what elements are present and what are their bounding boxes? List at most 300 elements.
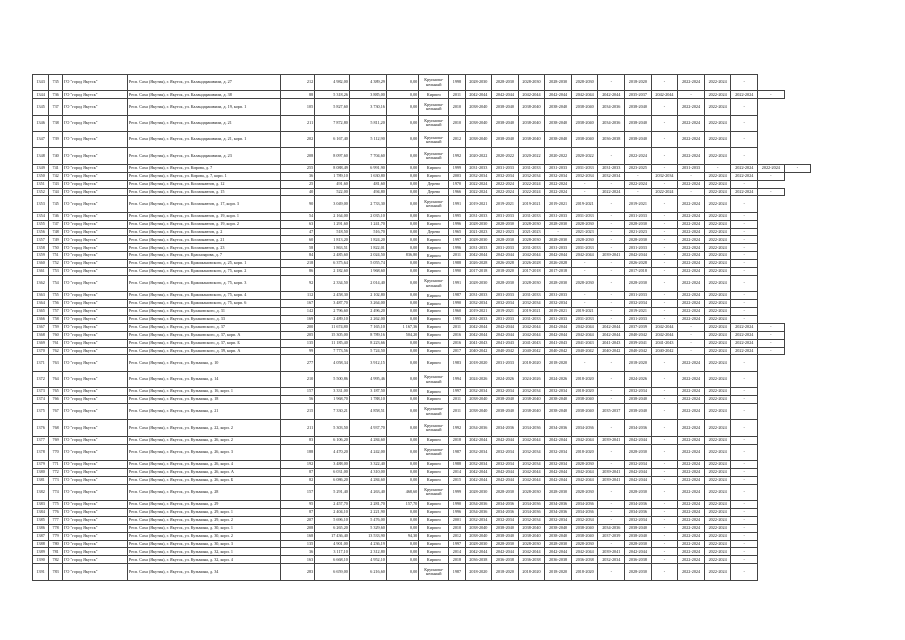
table-cell: 1 968,60 <box>349 268 386 276</box>
table-cell: 2032-2034 <box>518 516 545 524</box>
table-cell: 1997 <box>449 388 465 396</box>
table-cell: 0,00 <box>386 396 418 404</box>
table-cell: 2021-2023 <box>571 228 598 236</box>
table-cell: Респ. Саха (Якутия), г. Якутск, ул. Кузьмина, д. 32, корп. 1 <box>127 548 280 556</box>
table-cell: 2 035,10 <box>349 212 386 220</box>
table-cell: - <box>784 164 811 172</box>
table-row <box>33 404 882 420</box>
table-cell: - <box>731 468 758 476</box>
table-cell: Респ. Саха (Якутия), г. Якутск, ул. Кулаковского, д. 31 <box>127 308 280 316</box>
table-cell: 2031-2033 <box>465 292 492 300</box>
table-cell: 771 <box>49 461 63 469</box>
table-cell: 1990 <box>449 268 465 276</box>
table-cell: 2028-2030 <box>465 220 492 228</box>
table-cell: ГО "город Якутск" <box>63 244 128 252</box>
table-cell: 2031-2033 <box>678 164 705 172</box>
table-cell: 5 724,50 <box>349 347 386 355</box>
table-cell: 5 329,60 <box>349 524 386 532</box>
table-cell: - <box>651 420 678 436</box>
table-cell: - <box>731 532 758 540</box>
table-cell: 2039-2041 <box>598 252 625 260</box>
table-cell: 1352 <box>33 188 49 196</box>
table-cell: 2028-2030 <box>545 236 572 244</box>
table-cell: Респ. Саха (Якутия), г. Якутск, ул. Кузьмина, д. 26, корп. 4 <box>127 461 280 469</box>
table-cell: 2022-2024 <box>704 436 731 444</box>
table-cell: 2032-2034 <box>465 516 492 524</box>
table-cell: 2 024,50 <box>349 252 386 260</box>
table-cell: Кирпич <box>419 396 449 404</box>
table-cell: Респ. Саха (Якутия), г. Якутск, ул. Кулаковского, д. 37, корп. А <box>127 331 280 339</box>
table-cell: ГО "город Якутск" <box>63 355 128 371</box>
table-cell: 2028-2030 <box>465 75 492 91</box>
table-cell: 2019-2021 <box>625 196 652 212</box>
table-cell: ГО "город Якутск" <box>63 292 128 300</box>
table-cell: - <box>651 524 678 532</box>
table-cell: 2038-2040 <box>625 115 652 131</box>
table-cell: Кирпич <box>419 388 449 396</box>
table-cell: 2011 <box>449 323 465 331</box>
table-cell: 2028-2030 <box>492 236 519 244</box>
table-row <box>33 196 882 212</box>
table-cell: 2032-2034 <box>518 300 545 308</box>
table-cell: 2022-2024 <box>678 292 705 300</box>
table-cell: 750 <box>49 244 63 252</box>
table-cell: 2042-2044 <box>492 548 519 556</box>
table-cell: 2024-2026 <box>545 371 572 387</box>
table-cell: 1384 <box>33 509 49 517</box>
table-cell: Кирпич <box>419 347 449 355</box>
table-cell: 2040-2042 <box>625 347 652 355</box>
table-cell: 2031-2033 <box>492 355 519 371</box>
table-cell: 0,00 <box>386 540 418 548</box>
table-row <box>33 548 882 556</box>
table-cell: 2042-2044 <box>598 91 625 99</box>
table-cell: 1998 <box>449 75 465 91</box>
table-cell: Респ. Саха (Якутия), г. Якутск, ул. Кирова, д. 7 <box>127 164 280 172</box>
table-cell: 2038-2040 <box>492 532 519 540</box>
table-cell: 1385 <box>33 516 49 524</box>
table-cell: 2022-2024 <box>731 323 758 331</box>
table-cell: 2028-2030 <box>625 236 652 244</box>
table-cell: - <box>731 300 758 308</box>
table-cell: 2022-2024 <box>598 188 625 196</box>
table-cell: 2022-2024 <box>704 275 731 291</box>
table-cell: 2 485,60 <box>315 252 350 260</box>
table-cell: Респ. Саха (Якутия), г. Якутск, ул. Каландарашвили, д. 19, корп. 1 <box>127 99 280 115</box>
table-cell: Кирпич <box>419 468 449 476</box>
table-cell: 0,00 <box>386 172 418 180</box>
table-cell: 2042-2044 <box>492 323 519 331</box>
table-cell: 2022-2024 <box>678 99 705 115</box>
table-cell: 2022-2024 <box>704 132 731 148</box>
table-cell: 2022-2024 <box>704 468 731 476</box>
table-cell: - <box>651 220 678 228</box>
table-cell: - <box>651 388 678 396</box>
table-cell: 6 659,00 <box>315 564 350 580</box>
table-cell: 1346 <box>33 115 49 131</box>
table-cell: - <box>651 132 678 148</box>
table-cell: - <box>571 260 598 268</box>
table-cell: 2022-2024 <box>678 132 705 148</box>
table-cell: 2038-2040 <box>518 99 545 115</box>
table-cell: - <box>731 509 758 517</box>
table-cell: Кирпич <box>419 476 449 484</box>
table-cell: - <box>571 300 598 308</box>
table-cell: 2021-2023 <box>465 228 492 236</box>
table-cell: 2042-2044 <box>625 436 652 444</box>
table-cell: 2022-2024 <box>678 268 705 276</box>
table-cell: - <box>678 339 705 347</box>
table-cell: 1 241,70 <box>349 220 386 228</box>
table-cell: - <box>651 252 678 260</box>
table-cell: 2022-2024 <box>704 444 731 460</box>
table-cell: - <box>731 252 758 260</box>
table-cell: 2042-2044 <box>651 91 678 99</box>
table-cell: 1365 <box>33 308 49 316</box>
table-cell: 2032-2034 <box>598 172 625 180</box>
table-cell: ГО "город Якутск" <box>63 308 128 316</box>
table-cell: 4 058,34 <box>315 355 350 371</box>
table-cell: 1347 <box>33 132 49 148</box>
table-cell: 2032-2034 <box>625 388 652 396</box>
table-cell: 762 <box>49 347 63 355</box>
table-cell: 208 <box>280 148 315 164</box>
table-cell: 2017-2018 <box>545 268 572 276</box>
table-cell: 2022-2024 <box>678 396 705 404</box>
table-cell: 0,00 <box>386 300 418 308</box>
table-cell: 6 086,20 <box>315 476 350 484</box>
table-cell: 1371 <box>33 355 49 371</box>
table-cell: 2031-2033 <box>571 244 598 252</box>
table-cell: ГО "город Якутск" <box>63 196 128 212</box>
table-cell: 1970 <box>449 180 465 188</box>
table-cell: 112 <box>280 292 315 300</box>
table-cell: 2042-2044 <box>571 323 598 331</box>
table-cell: ГО "город Якутск" <box>63 331 128 339</box>
table-cell: 2038-2040 <box>518 132 545 148</box>
table-cell: Дерево <box>419 228 449 236</box>
table-row <box>33 132 882 148</box>
table-cell: 0,00 <box>386 292 418 300</box>
table-cell: 761 <box>49 339 63 347</box>
table-cell: 2011 <box>449 91 465 99</box>
table-cell: 2040-2042 <box>518 347 545 355</box>
table-cell: 2028-2030 <box>465 236 492 244</box>
table-cell: 2035-2037 <box>625 91 652 99</box>
table-cell: - <box>651 355 678 371</box>
table-cell: 2 221,90 <box>349 509 386 517</box>
table-cell: 2039-2041 <box>598 548 625 556</box>
table-cell: 212 <box>280 75 315 91</box>
table-cell: 0,00 <box>386 315 418 323</box>
table-cell: 2022-2024 <box>678 444 705 460</box>
table-cell: 2020-2022 <box>545 148 572 164</box>
table-cell: 2031-2033 <box>545 292 572 300</box>
table-cell: 92 <box>280 275 315 291</box>
table-cell: 2042-2044 <box>545 91 572 99</box>
table-cell: ГО "город Якутск" <box>63 404 128 420</box>
table-cell: 2031-2033 <box>598 164 625 172</box>
table-cell: ГО "город Якутск" <box>63 172 128 180</box>
table-cell: 2042-2044 <box>625 468 652 476</box>
table-cell: Крупнопа-нельный <box>419 371 449 387</box>
table-cell: 2028-2030 <box>492 75 519 91</box>
table-cell: 2038-2040 <box>571 532 598 540</box>
table-cell: 2042-2044 <box>492 476 519 484</box>
table-cell: 3 885,00 <box>349 91 386 99</box>
table-row <box>33 252 882 260</box>
table-cell: 2 312,80 <box>349 548 386 556</box>
table-cell: 2031-2033 <box>518 164 545 172</box>
table-cell: 2038-2040 <box>465 532 492 540</box>
table-cell: 739 <box>49 132 63 148</box>
table-cell: 8 097,60 <box>315 148 350 164</box>
table-cell: - <box>651 548 678 556</box>
table-cell: - <box>731 501 758 509</box>
table-cell: 2042-2044 <box>518 436 545 444</box>
table-cell: 2042-2044 <box>492 91 519 99</box>
table-cell: 1368 <box>33 331 49 339</box>
table-cell: 2018-2020 <box>518 355 545 371</box>
table-cell: - <box>598 75 625 91</box>
table-cell: 188 <box>280 444 315 460</box>
table-cell: Дерево <box>419 180 449 188</box>
table-cell: - <box>678 347 705 355</box>
table-row <box>33 300 882 308</box>
table-cell: 4 310,00 <box>349 468 386 476</box>
table-cell: 756 <box>49 300 63 308</box>
table-cell: 2019-2021 <box>465 308 492 316</box>
table-cell: 8 223,66 <box>349 339 386 347</box>
table-cell: 2 404,10 <box>315 509 350 517</box>
table-cell: 0,00 <box>386 388 418 396</box>
table-cell: 2038-2040 <box>545 404 572 420</box>
table-cell: 2022-2024 <box>678 300 705 308</box>
table-cell: 2032-2034 <box>518 461 545 469</box>
table-cell: Респ. Саха (Якутия), г. Якутск, ул. Кузьмина, д. 34 <box>127 564 280 580</box>
table-cell: 2020-2022 <box>492 148 519 164</box>
table-cell: - <box>731 244 758 252</box>
table-cell: 2022-2024 <box>704 461 731 469</box>
table-cell: - <box>704 164 731 172</box>
table-cell: 0,00 <box>386 420 418 436</box>
table-cell: 7 704,60 <box>349 148 386 164</box>
table-row <box>33 236 882 244</box>
table-cell: 757 <box>49 308 63 316</box>
table-cell: 0,00 <box>386 212 418 220</box>
table-cell: 1343 <box>33 75 49 91</box>
table-row <box>33 315 882 323</box>
table-cell: 2022-2024 <box>704 115 731 131</box>
table-cell: 1988 <box>449 260 465 268</box>
table-cell: 777 <box>49 516 63 524</box>
table-cell: 2022-2024 <box>678 220 705 228</box>
table-cell: 2028-2030 <box>625 275 652 291</box>
table-cell: 1350 <box>33 172 49 180</box>
table-cell: - <box>758 331 785 339</box>
table-cell: 2024-2026 <box>625 371 652 387</box>
table-cell: 2042-2044 <box>465 91 492 99</box>
table-cell: 2041-2043 <box>598 339 625 347</box>
table-cell: 2028-2030 <box>571 236 598 244</box>
table-cell: 2034-2036 <box>518 420 545 436</box>
table-cell: - <box>598 509 625 517</box>
table-cell: 105 <box>280 99 315 115</box>
table-cell: 1381 <box>33 476 49 484</box>
table-cell: 2024-2026 <box>465 371 492 387</box>
table-cell: 2022-2024 <box>704 331 731 339</box>
table-cell: 2031-2033 <box>518 292 545 300</box>
table-cell: 2026-2028 <box>518 260 545 268</box>
table-cell: 2022-2024 <box>704 315 731 323</box>
table-cell: 2038-2040 <box>518 396 545 404</box>
table-cell: - <box>731 115 758 131</box>
table-cell: Кирпич <box>419 524 449 532</box>
table-cell: 2032-2034 <box>545 461 572 469</box>
table-cell: 1992 <box>449 148 465 164</box>
table-cell: 2042-2044 <box>571 468 598 476</box>
table-cell: 2031-2033 <box>492 164 519 172</box>
table-cell: 2022-2024 <box>704 564 731 580</box>
table-cell: ГО "город Якутск" <box>63 220 128 228</box>
table-cell: 2038-2040 <box>571 132 598 148</box>
table-cell: 2022-2024 <box>704 212 731 220</box>
table-cell: 1995 <box>449 315 465 323</box>
table-cell: 1994 <box>449 371 465 387</box>
table-row <box>33 444 882 460</box>
table-cell: 3 049,00 <box>315 196 350 212</box>
table-cell: 2036-2038 <box>465 556 492 564</box>
table-cell: 2028-2030 <box>545 75 572 91</box>
table-cell: - <box>651 115 678 131</box>
table-cell: 2038-2040 <box>465 404 492 420</box>
table-cell: 2028-2030 <box>571 540 598 548</box>
table-cell: ГО "город Якутск" <box>63 180 128 188</box>
table-cell: 1362 <box>33 275 49 291</box>
table-cell: 1 167,36 <box>386 323 418 331</box>
table-cell: 749 <box>49 236 63 244</box>
table-cell: 2001 <box>449 516 465 524</box>
table-cell: 87 <box>280 468 315 476</box>
table-row <box>33 212 882 220</box>
table-cell: 2038-2040 <box>518 532 545 540</box>
table-cell: 2028-2030 <box>625 444 652 460</box>
table-cell: 2031-2033 <box>518 244 545 252</box>
table-cell: Респ. Саха (Якутия), г. Якутск, ул. Кузьмина, д. 29 <box>127 501 280 509</box>
table-cell: ГО "город Якутск" <box>63 388 128 396</box>
table-cell: - <box>758 188 785 196</box>
table-row <box>33 388 882 396</box>
table-cell: 2038-2040 <box>545 532 572 540</box>
table-cell: 1344 <box>33 91 49 99</box>
table-cell: 2022-2024 <box>625 180 652 188</box>
table-cell: 2038-2040 <box>465 132 492 148</box>
table-cell: Кирпич <box>419 308 449 316</box>
table-cell: - <box>678 91 705 99</box>
table-cell: 1 789,10 <box>315 172 350 180</box>
table-cell: 5 112,90 <box>349 132 386 148</box>
table-cell: 2018-2020 <box>571 444 598 460</box>
table-cell: 2 182,60 <box>315 268 350 276</box>
table-row <box>33 556 882 564</box>
table-cell: 142 <box>280 308 315 316</box>
table-cell: Респ. Саха (Якутия), г. Якутск, ул. Кузьмина, д. 26, корп. 3 <box>127 444 280 460</box>
table-cell: 2010 <box>449 99 465 115</box>
table-cell: 1379 <box>33 461 49 469</box>
table-cell: 1357 <box>33 236 49 244</box>
table-cell: - <box>651 371 678 387</box>
table-cell: 2032-2034 <box>545 172 572 180</box>
table-cell: 0,00 <box>386 556 418 564</box>
table-cell: ГО "город Якутск" <box>63 436 128 444</box>
table-row <box>33 468 882 476</box>
table-cell: 1 863,51 <box>315 244 350 252</box>
table-cell: Кирпич <box>419 260 449 268</box>
table-cell: Респ. Саха (Якутия), г. Якутск, ул. Каландарашвили, д. 21, корп. 1 <box>127 132 280 148</box>
table-cell: - <box>731 292 758 300</box>
table-cell: - <box>651 540 678 548</box>
table-cell: 63 <box>280 220 315 228</box>
table-cell: 768 <box>49 420 63 436</box>
table-cell: - <box>731 396 758 404</box>
table-cell: 2042-2044 <box>492 468 519 476</box>
table-cell: 2034-2036 <box>465 501 492 509</box>
table-cell: 2032-2034 <box>465 461 492 469</box>
table-cell: - <box>598 564 625 580</box>
table-cell: - <box>651 436 678 444</box>
table-cell: ГО "город Якутск" <box>63 99 128 115</box>
table-cell: 4 284,60 <box>349 436 386 444</box>
table-row <box>33 75 882 91</box>
table-cell: 3 730,16 <box>349 99 386 115</box>
table-cell: 2034-2036 <box>598 99 625 115</box>
table-cell: Респ. Саха (Якутия), г. Якутск, ул. Кузьмина, д. 10 <box>127 355 280 371</box>
table-cell: 2034-2036 <box>492 509 519 517</box>
table-cell: 1372 <box>33 371 49 387</box>
table-cell: 2018-2020 <box>545 355 572 371</box>
table-cell: 2 733,30 <box>349 196 386 212</box>
table-cell: 2041-2043 <box>651 339 678 347</box>
table-cell: 2034-2036 <box>465 420 492 436</box>
table-cell: 1390 <box>33 556 49 564</box>
table-cell: - <box>731 148 758 164</box>
table-cell: 0,00 <box>386 148 418 164</box>
table-cell: 2038-2040 <box>492 524 519 532</box>
table-cell: Респ. Саха (Якутия), г. Якутск, ул. Космонавтов, д. 12 <box>127 180 280 188</box>
table-cell: 2022-2024 <box>704 228 731 236</box>
table-cell: 2022-2024 <box>678 148 705 164</box>
table-cell: 1 822,01 <box>349 244 386 252</box>
table-cell: - <box>731 484 758 500</box>
table-cell: 764 <box>49 371 63 387</box>
table-cell: 2042-2044 <box>545 468 572 476</box>
table-cell: - <box>598 420 625 436</box>
table-cell: 1988 <box>449 461 465 469</box>
table-cell: 157,70 <box>386 501 418 509</box>
table-cell: 2022-2024 <box>678 196 705 212</box>
table-cell: 2039-2041 <box>598 468 625 476</box>
table-cell: 2036-2038 <box>518 556 545 564</box>
table-cell: 2042-2044 <box>625 252 652 260</box>
table-row <box>33 275 882 291</box>
table-cell: ГО "город Якутск" <box>63 188 128 196</box>
table-cell: 2022-2024 <box>678 252 705 260</box>
table-cell: 1383 <box>33 501 49 509</box>
table-cell: 1387 <box>33 532 49 540</box>
table-cell: 2022-2024 <box>704 396 731 404</box>
table-cell: 494,80 <box>349 188 386 196</box>
table-cell: 6 216,60 <box>349 564 386 580</box>
